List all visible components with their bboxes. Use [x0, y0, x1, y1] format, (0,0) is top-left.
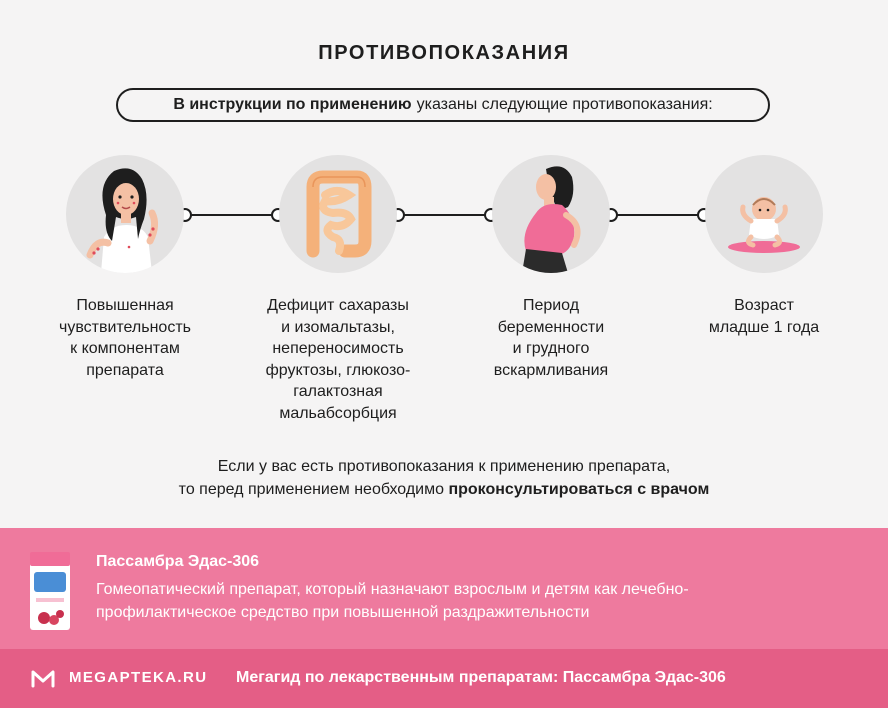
footer-bar	[0, 649, 888, 708]
connector-line-1	[185, 214, 278, 216]
page-title: ПРОТИВОПОКАЗАНИЯ	[318, 42, 570, 64]
note-line-2-emphasis: проконсультироваться с врачом	[448, 481, 710, 498]
consultation-note	[0, 455, 888, 501]
contraindication-label-4: Возраст младше 1 года	[708, 297, 820, 336]
contraindication-label-3: Период беременности и грудного вскармливания	[493, 297, 609, 379]
intro-text: указаны следующие противопоказания:	[416, 96, 713, 113]
contraindication-label-1: Повышенная чувствительность к компонентам препарата	[58, 297, 191, 379]
footer-tagline: Мегагид по лекарственным препаратам: Пассамбра Эдас-306	[236, 669, 726, 686]
medicine-bottle-icon	[26, 548, 74, 632]
contraindication-label-2: Дефицит сахаразы и изомальтазы, непереносимость фруктозы, глюкозо- галактозная мальабсорбция	[265, 297, 411, 422]
brand-name[interactable]: MEGAPTEKA.RU	[69, 669, 208, 686]
intestine-icon	[279, 155, 397, 273]
product-promo	[0, 528, 888, 649]
note-line-2-text: то перед применением необходимо	[178, 481, 445, 498]
note-line-2	[0, 478, 888, 501]
allergy-woman-icon	[66, 155, 184, 273]
connector-line-2	[398, 214, 491, 216]
megapteka-logo-icon[interactable]	[30, 667, 56, 689]
baby-icon	[705, 155, 823, 273]
intro-bold-text: В инструкции по применению	[173, 96, 412, 113]
product-name[interactable]: Пассамбра Эдас-306	[96, 553, 260, 570]
pregnant-woman-icon	[492, 155, 610, 273]
connector-line-3	[611, 214, 704, 216]
intro-banner	[116, 88, 770, 122]
product-description: Гомеопатический препарат, который назначают взрослым и детям как лечебно-профилактическое средство при повышенной раздражительности	[96, 581, 689, 621]
note-line-1: Если у вас есть противопоказания к применению препарата,	[217, 458, 671, 475]
